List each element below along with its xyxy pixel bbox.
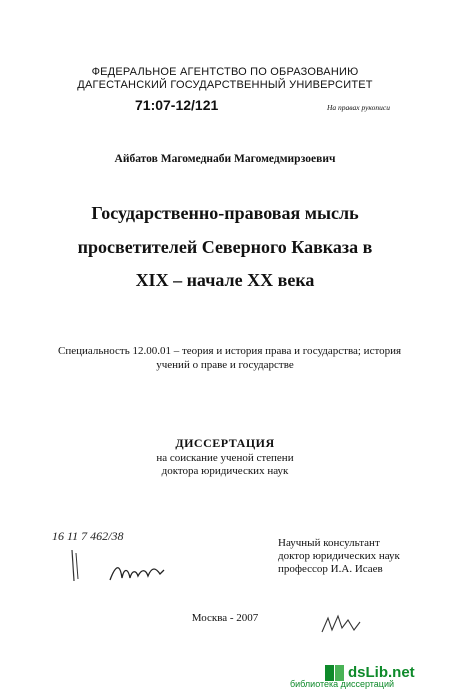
title-line-2: просветителей Северного Кавказа в <box>77 237 373 257</box>
specialty-line-1: Специальность 12.00.01 – теория и история права и государства; история <box>58 345 402 357</box>
specialty-line-2: учений о праве и государстве <box>156 359 294 371</box>
title-line-3: XIX – начале XX века <box>135 270 315 290</box>
archive-code: 71:07-12/121 <box>135 97 219 113</box>
watermark-subtitle: библиотека диссертаций <box>290 679 395 689</box>
degree-line-1: на соискание ученой степени <box>156 452 294 464</box>
degree-line-2: доктора юридических наук <box>161 465 289 477</box>
signature-icon <box>108 560 168 588</box>
handwritten-note: 16 11 7 462/38 <box>52 529 124 543</box>
rights-note: На правах рукописи <box>327 103 390 112</box>
advisor-line-1: Научный консультант <box>278 537 380 549</box>
advisor-line-2: доктор юридических наук <box>278 550 400 562</box>
city-year: Москва - 2007 <box>191 612 259 624</box>
author-name: Айбатов Магомеднаби Магомедмирзоевич <box>114 153 336 165</box>
title-line-1: Государственно-правовая мысль <box>91 203 359 223</box>
watermark-logo[interactable]: dsLib.net <box>348 664 415 681</box>
agency-line-1: ФЕДЕРАЛЬНОЕ АГЕНТСТВО ПО ОБРАЗОВАНИЮ <box>91 66 359 78</box>
stamp-mark-icon <box>318 612 364 638</box>
advisor-line-3: профессор И.А. Исаев <box>278 563 383 575</box>
agency-line-2: ДАГЕСТАНСКИЙ ГОСУДАРСТВЕННЫЙ УНИВЕРСИТЕТ <box>77 79 373 91</box>
dissertation-label: ДИССЕРТАЦИЯ <box>175 436 275 450</box>
